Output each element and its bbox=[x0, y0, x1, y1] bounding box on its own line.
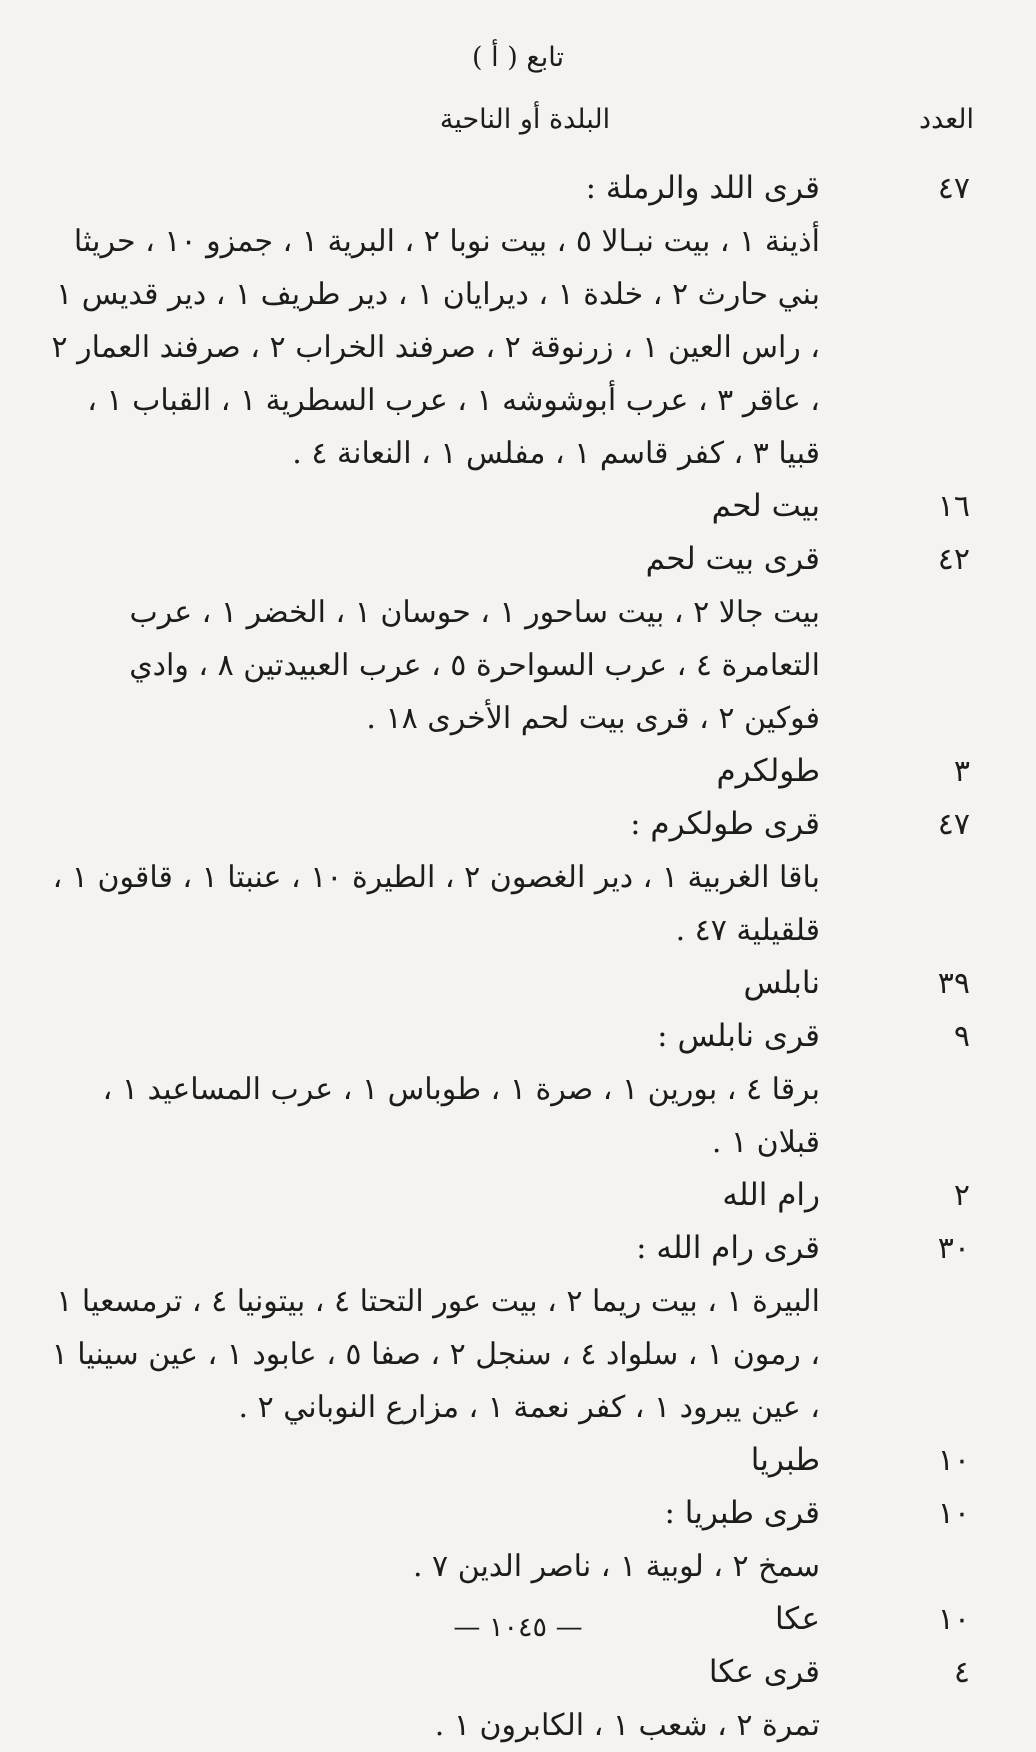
entry-heading: طولكرم bbox=[716, 753, 820, 789]
entry-heading: قرى نابلس : bbox=[657, 1018, 820, 1054]
entry-heading: قرى طبريا : bbox=[664, 1495, 820, 1531]
entry-tulkarm-villages bbox=[50, 798, 970, 957]
entry-count: ٩ bbox=[953, 1019, 970, 1054]
place-column-header: البلدة أو الناحية bbox=[439, 104, 611, 135]
entry-acre-villages bbox=[50, 1646, 970, 1752]
entry-body: باقا الغربية ١ ، دير الغصون ٢ ، الطيرة ١٠ ، عنبتا ١ ، قاقون ١ ، قلقيلية ٤٧ . bbox=[52, 860, 820, 948]
entry-count: ٤ bbox=[953, 1655, 970, 1690]
entry-tiberias bbox=[50, 1434, 970, 1487]
page-title: تابع ( أ ) bbox=[472, 42, 564, 73]
entry-count: ١٠ bbox=[937, 1496, 970, 1531]
entry-count: ١٦ bbox=[937, 489, 970, 524]
entry-body: تمرة ٢ ، شعب ١ ، الكابرون ١ . bbox=[434, 1708, 820, 1743]
entry-bethlehem-villages bbox=[50, 533, 970, 745]
entry-body: بيت جالا ٢ ، بيت ساحور ١ ، حوسان ١ ، الخضر ١ ، عرب التعامرة ٤ ، عرب السواحرة ٥ ، عرب العبيدتين ٨ ، وادي فوكين ٢ ، قرى بيت لحم الأخرى ١٨ . bbox=[129, 595, 820, 736]
entry-count: ١٠ bbox=[937, 1602, 970, 1637]
entry-heading: قرى عكا bbox=[708, 1654, 820, 1690]
entry-heading: قرى اللد والرملة : bbox=[585, 170, 820, 206]
entry-count: ٢ bbox=[953, 1178, 970, 1213]
entry-ramallah-villages bbox=[50, 1222, 970, 1434]
entry-count: ٤٧ bbox=[937, 807, 970, 842]
entry-nablus bbox=[50, 957, 970, 1010]
entry-tiberias-villages bbox=[50, 1487, 970, 1593]
entry-bethlehem bbox=[50, 480, 970, 533]
entry-ramallah bbox=[50, 1169, 970, 1222]
entry-tulkarm bbox=[50, 745, 970, 798]
entry-count: ١٠ bbox=[937, 1443, 970, 1478]
entry-heading: نابلس bbox=[743, 965, 820, 1001]
entry-body: أذينة ١ ، بيت نبـالا ٥ ، بيت نوبا ٢ ، البرية ١ ، جمزو ١٠ ، حريثا بني حارث ٢ ، خلدة ١ ، ديرايان ١ ، دير طريف ١ ، دير قديس ١ ، راس العين ١ ، زرنوقة ٢ ، صرفند الخراب ٢ ، صرفند العمار ٢ ، عاقر ٣ ، عرب أبوشوشه ١ ، عرب السطرية ١ ، القباب ١ ، قبيا ٣ ، كفر قاسم ١ ، مفلس ١ ، النعانة ٤ . bbox=[51, 224, 820, 471]
entry-heading: قرى بيت لحم bbox=[645, 541, 820, 577]
entry-body: برقا ٤ ، بورين ١ ، صرة ١ ، طوباس ١ ، عرب المساعيد ١ ، قبلان ١ . bbox=[102, 1072, 820, 1160]
page-number: — ١٠٤٥ — bbox=[453, 1612, 583, 1643]
entry-count: ٣٠ bbox=[937, 1231, 970, 1266]
entry-body: سمخ ٢ ، لوبية ١ ، ناصر الدين ٧ . bbox=[412, 1549, 820, 1584]
entry-heading: رام الله bbox=[722, 1177, 820, 1213]
entry-nablus-villages bbox=[50, 1010, 970, 1169]
entry-count: ٣ bbox=[953, 754, 970, 789]
entry-body: البيرة ١ ، بيت ريما ٢ ، بيت عور التحتا ٤ ، بيتونيا ٤ ، ترمسعيا ١ ، رمون ١ ، سلواد ٤ ، سنجل ٢ ، صفا ٥ ، عابود ١ ، عين سينيا ١ ، عين يبرود ١ ، كفر نعمة ١ ، مزارع النوباني ٢ . bbox=[51, 1284, 820, 1425]
entry-heading: طبريا bbox=[750, 1442, 820, 1478]
entry-count: ٣٩ bbox=[937, 966, 970, 1001]
count-column-header: العدد bbox=[919, 104, 974, 135]
entry-heading: قرى طولكرم : bbox=[630, 806, 820, 842]
entry-heading: عكا bbox=[774, 1601, 820, 1637]
entry-count: ٤٧ bbox=[937, 171, 970, 206]
entry-heading: قرى رام الله : bbox=[636, 1230, 820, 1266]
entries-list bbox=[50, 162, 970, 1752]
entry-lydda-ramla-villages bbox=[50, 162, 970, 480]
entry-heading: بيت لحم bbox=[711, 488, 820, 524]
entry-count: ٤٢ bbox=[937, 542, 970, 577]
